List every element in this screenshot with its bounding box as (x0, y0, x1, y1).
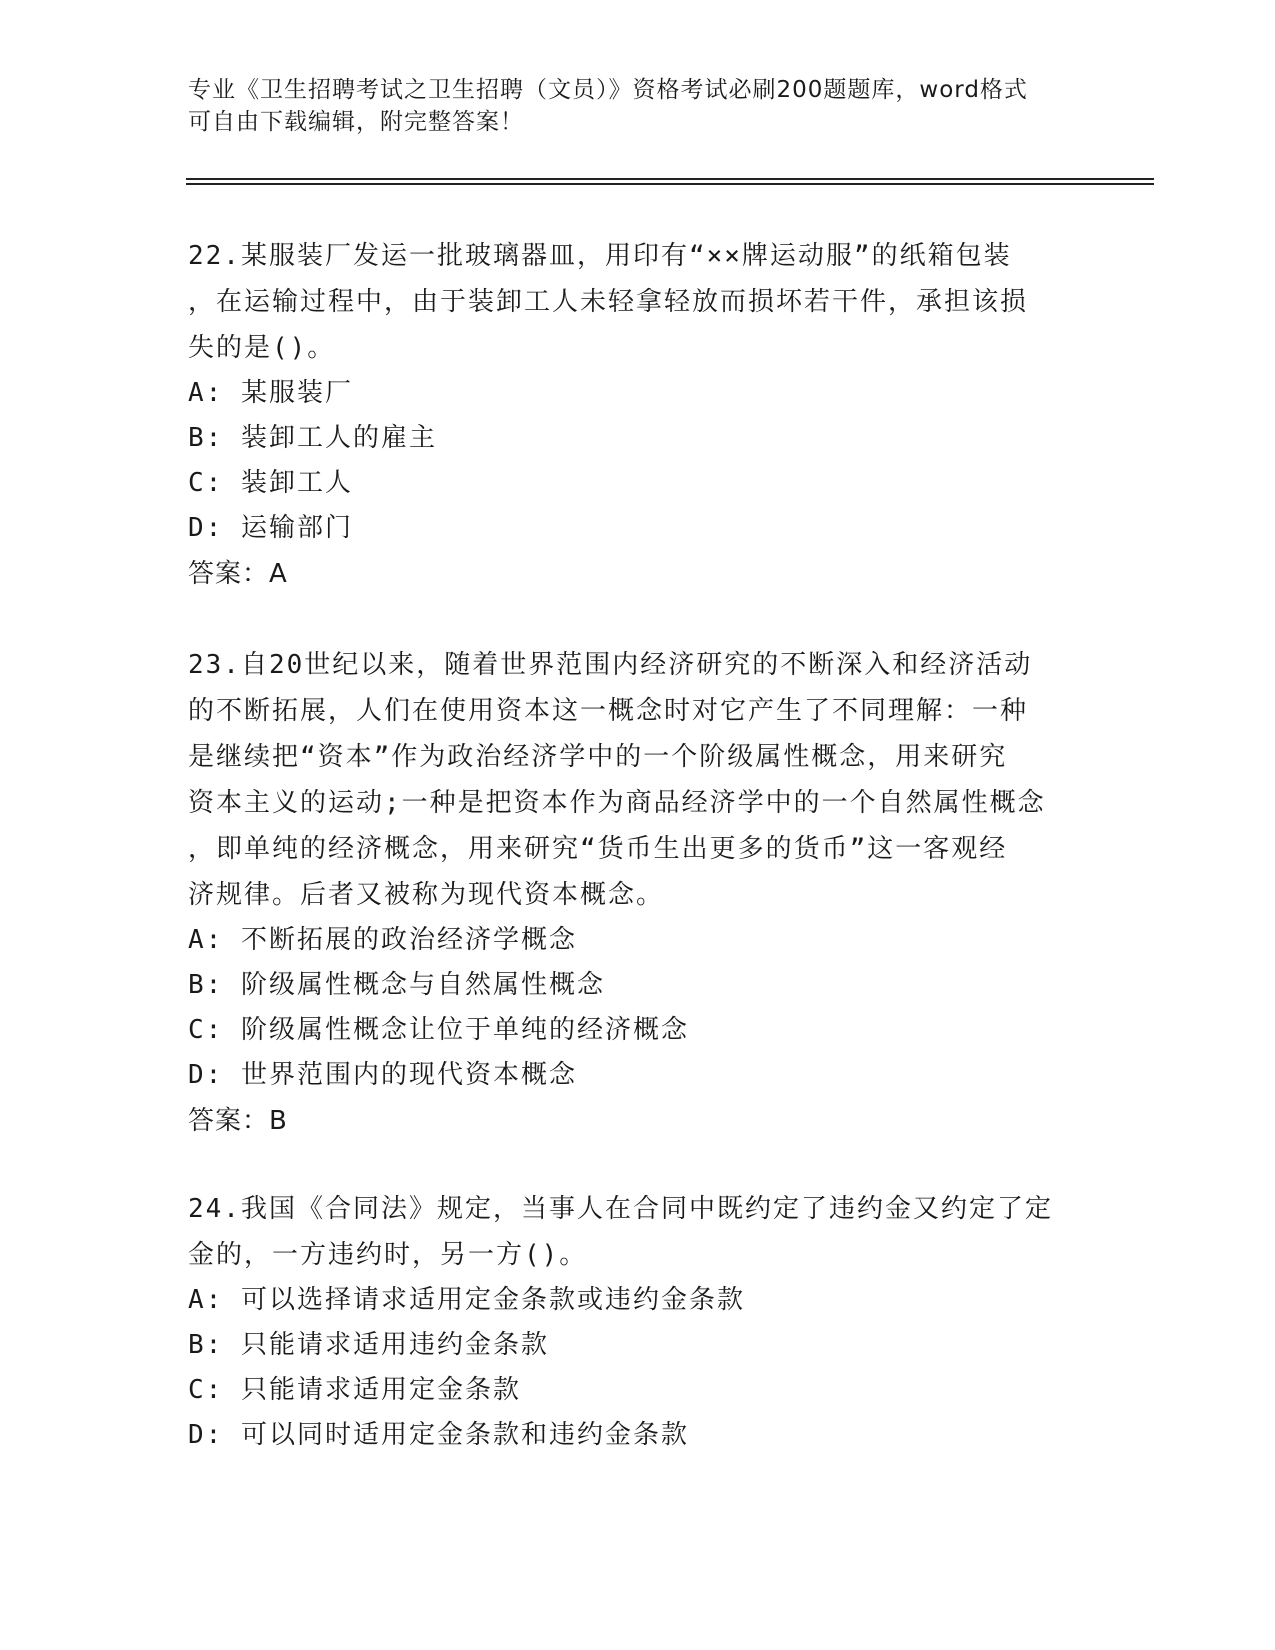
option-b: B: 只能请求适用违约金条款 (188, 1330, 549, 1360)
option-c: C: 阶级属性概念让位于单纯的经济概念 (188, 1015, 689, 1045)
question-22 (188, 233, 1088, 597)
question-text-line: ，在运输过程中，由于装卸工人未轻拿轻放而损坏若干件，承担该损 (188, 287, 1029, 317)
header-line-1: 专业《卫生招聘考试之卫生招聘（文员）》资格考试必刷200题题库，word格式 (188, 77, 1028, 103)
answer-label: 答案：B (188, 1106, 288, 1136)
question-text-line: 24.我国《合同法》规定，当事人在合同中既约定了违约金又约定了定 (188, 1194, 1053, 1224)
option-a: A: 不断拓展的政治经济学概念 (188, 925, 577, 955)
question-text-line: 的不断拓展，人们在使用资本这一概念时对它产生了不同理解：一种 (188, 696, 1029, 726)
question-text-line: 失的是()。 (188, 333, 336, 363)
option-d: D: 可以同时适用定金条款和违约金条款 (188, 1420, 689, 1450)
document-header (188, 74, 1088, 138)
option-a: A: 可以选择请求适用定金条款或违约金条款 (188, 1285, 745, 1315)
header-line-2: 可自由下载编辑，附完整答案！ (188, 109, 524, 135)
answer-label: 答案：A (188, 559, 288, 589)
question-text-line: 资本主义的运动;一种是把资本作为商品经济学中的一个自然属性概念 (188, 788, 1046, 818)
question-text-line: 23.自20世纪以来，随着世界范围内经济研究的不断深入和经济活动 (188, 650, 1033, 680)
option-c: C: 装卸工人 (188, 468, 353, 498)
option-b: B: 装卸工人的雇主 (188, 423, 437, 453)
question-text-line: 济规律。后者又被称为现代资本概念。 (188, 880, 665, 910)
option-c: C: 只能请求适用定金条款 (188, 1375, 521, 1405)
question-text-line: 22.某服装厂发运一批玻璃器皿，用印有“××牌运动服”的纸箱包装 (188, 241, 1012, 271)
header-divider-top (186, 178, 1154, 180)
question-23 (188, 642, 1088, 1144)
question-text-line: 金的，一方违约时，另一方()。 (188, 1240, 588, 1270)
option-b: B: 阶级属性概念与自然属性概念 (188, 970, 605, 1000)
question-text-line: 是继续把“资本”作为政治经济学中的一个阶级属性概念，用来研究 (188, 742, 1008, 772)
option-d: D: 世界范围内的现代资本概念 (188, 1060, 577, 1090)
question-text-line: ，即单纯的经济概念，用来研究“货币生出更多的货币”这一客观经 (188, 834, 1008, 864)
option-d: D: 运输部门 (188, 513, 353, 543)
question-24 (188, 1186, 1088, 1458)
option-a: A: 某服装厂 (188, 378, 353, 408)
header-divider-bottom (186, 183, 1154, 185)
